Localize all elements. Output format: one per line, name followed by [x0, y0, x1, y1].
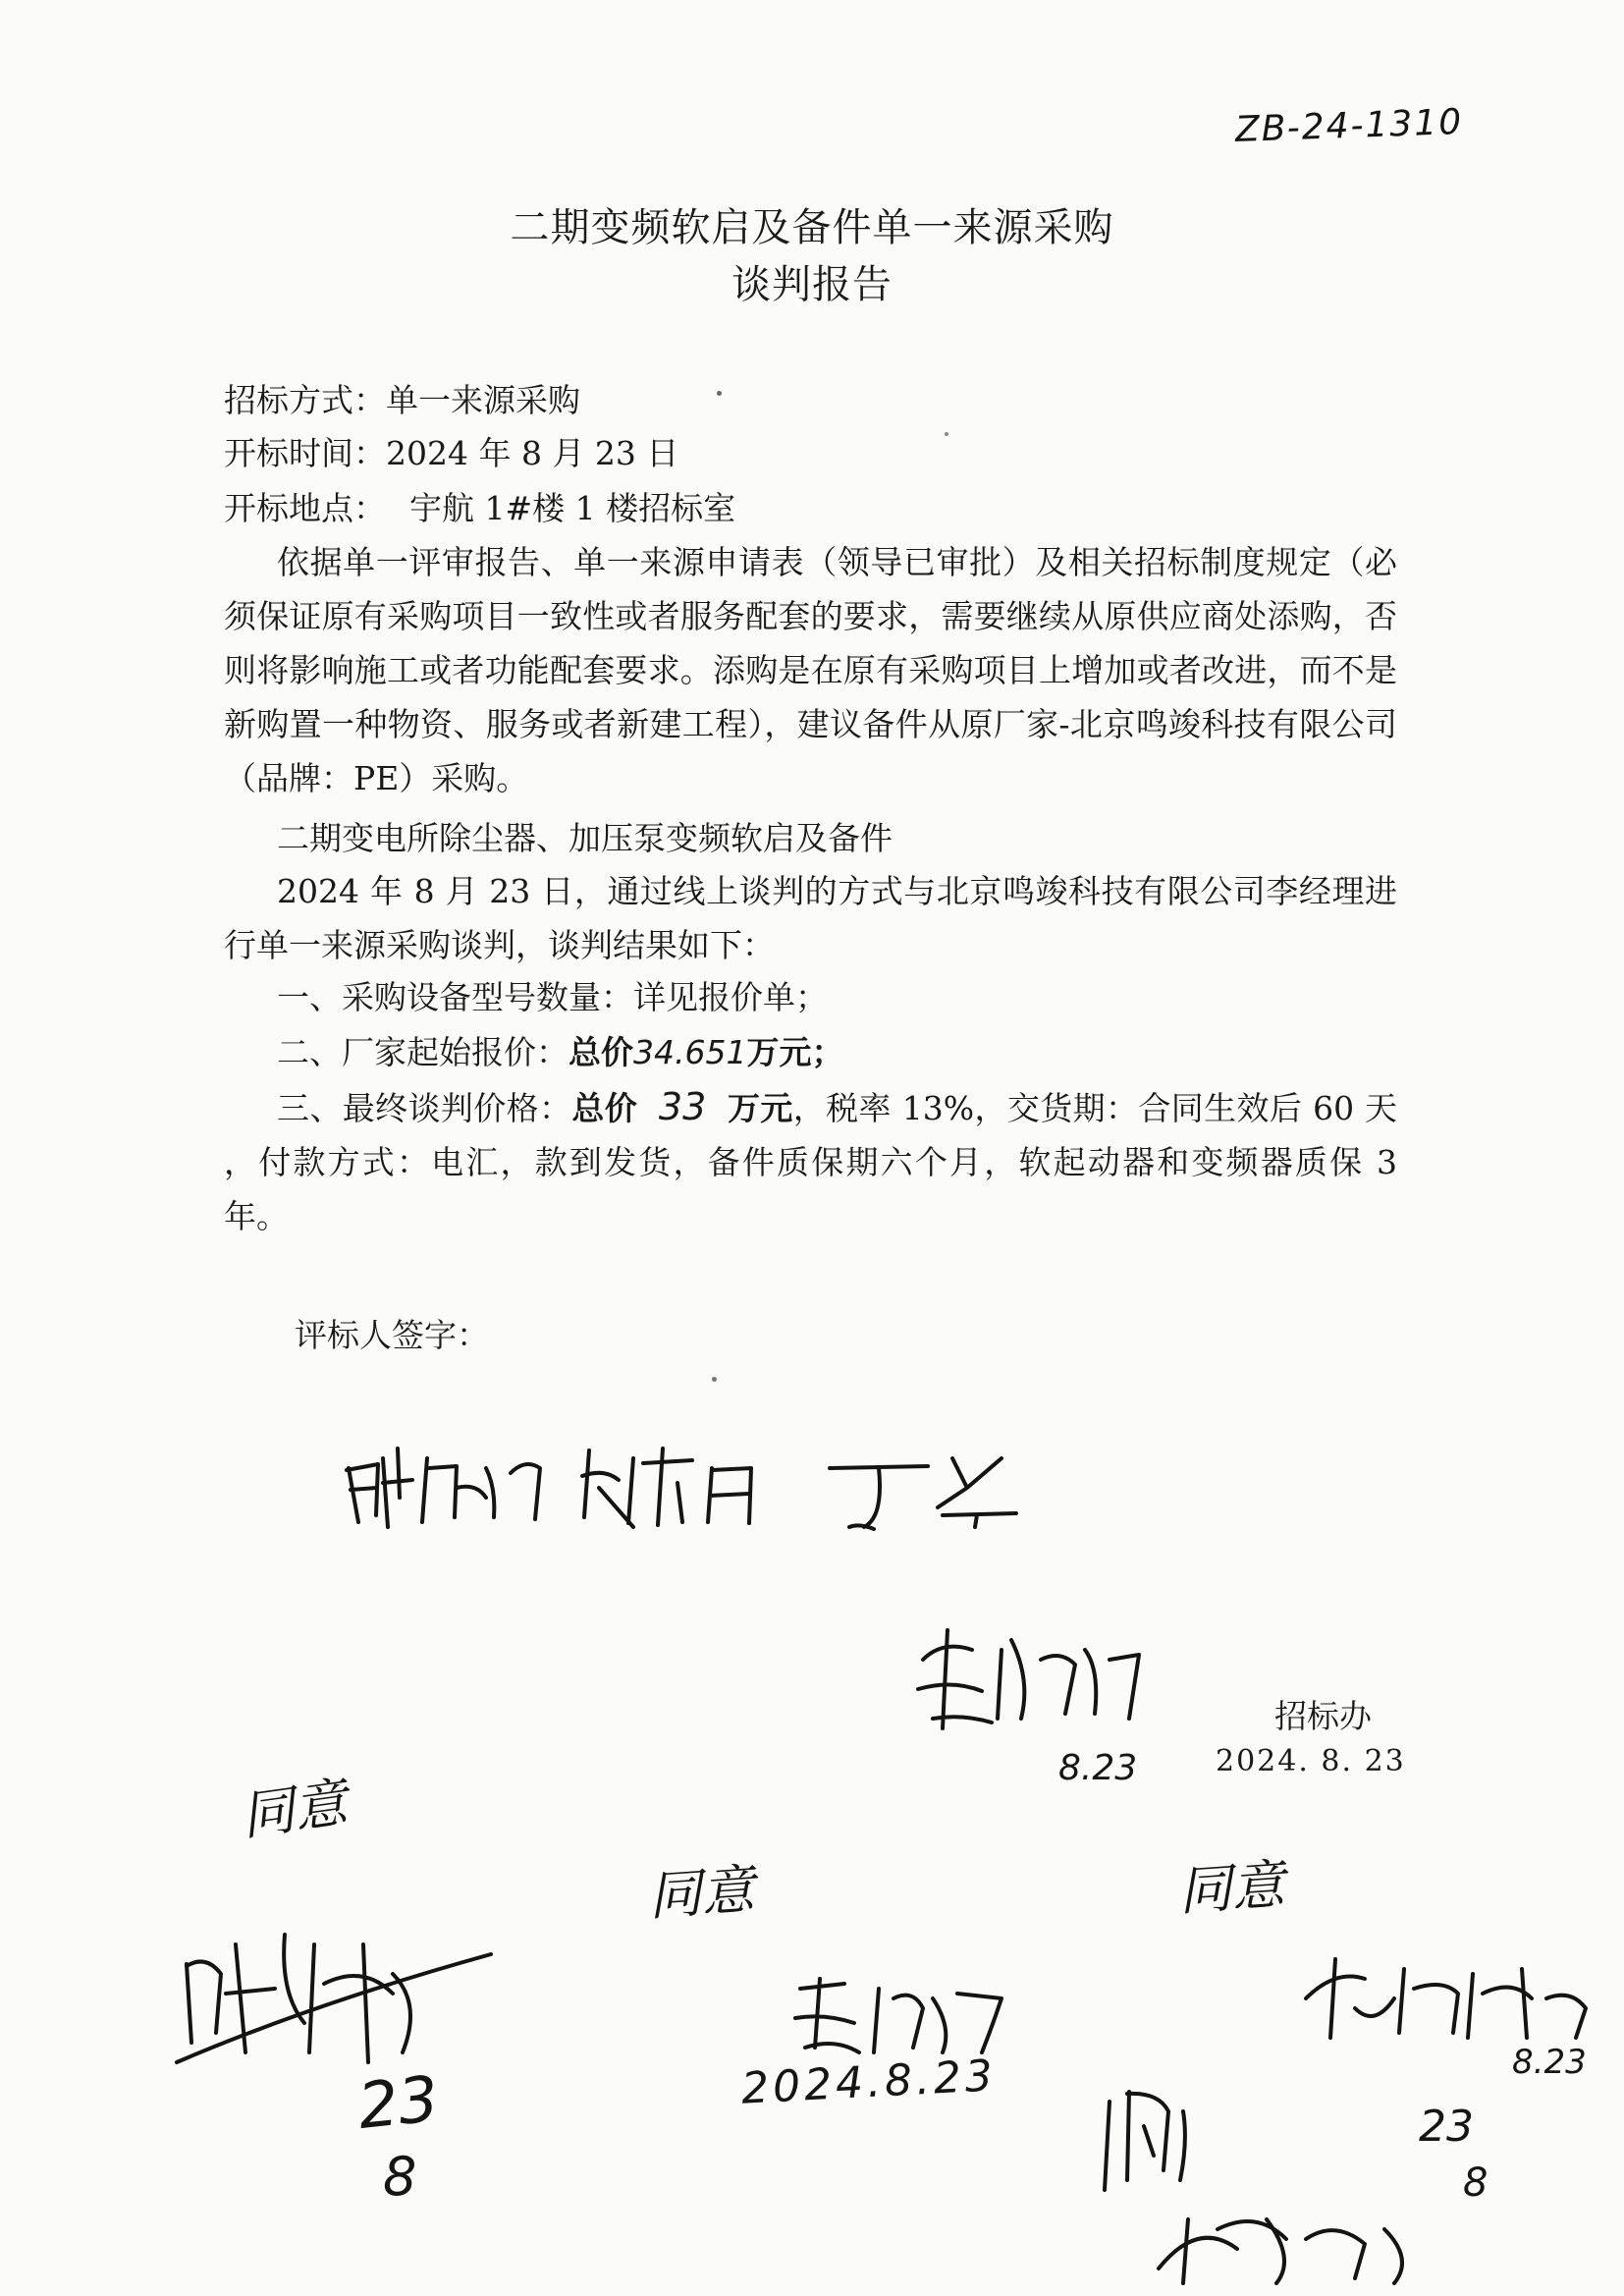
result-item-2: [277, 1027, 843, 1073]
signature-right: [1296, 1940, 1600, 2048]
office-date: 2024. 8. 23: [1216, 1744, 1406, 1778]
field-method-value: 单一来源采购: [386, 381, 580, 419]
agree-note-left: 同意: [237, 1771, 352, 1848]
field-place: [224, 483, 735, 529]
result-item-3-value: 33: [658, 1085, 707, 1128]
result-item-3-rest: ，税率 13%，交货期：合同生效后 60 天 ，付款方式：电汇，款到发货，备件质保期六个月，软起动器和变频器质保 3 年。: [224, 1089, 1398, 1235]
note-date-mid: 8.23: [1058, 1748, 1138, 1788]
negotiation-paragraph: 2024 年 8 月 23 日，通过线上谈判的方式与北京鸣竣科技有限公司李经理进行单一来源采购谈判，谈判结果如下：: [224, 872, 1397, 964]
date-note-left: 23: [354, 2062, 443, 2145]
result-item-1: 一、采购设备型号数量：详见报价单；: [277, 978, 828, 1016]
project-line: 二期变电所除尘器、加压泵变频软启及备件: [277, 819, 893, 857]
document-number: ZB-24-1310: [1234, 101, 1464, 151]
evaluator-signature-label: 评标人签字：: [295, 1316, 489, 1354]
result-item-3-label: 三、最终谈判价格：: [277, 1089, 572, 1127]
document-subtitle: 谈判报告: [731, 262, 893, 307]
result-item-2-value: 34.651: [633, 1033, 747, 1071]
agree-note-right: 同意: [1176, 1853, 1287, 1923]
field-method: [224, 375, 580, 421]
result-item-2-suffix: 万元；: [746, 1033, 844, 1071]
evaluator-signatures: [339, 1429, 1046, 1537]
scan-speck: [712, 1377, 717, 1382]
date-note-mid: 2024.8.23: [739, 2050, 999, 2114]
field-time: [224, 428, 678, 474]
signature-top-right: [903, 1620, 1159, 1738]
signature-left: [167, 1905, 501, 2102]
scan-speck: [945, 432, 948, 436]
result-item-3-prefix: 总价: [571, 1089, 638, 1127]
agree-note-mid: 同意: [646, 1858, 757, 1928]
field-place-label: 开标地点：: [224, 489, 386, 527]
scan-speck: [717, 391, 722, 396]
field-time-label: 开标时间：: [224, 434, 386, 472]
field-time-value: 2024 年 8 月 23 日: [386, 434, 679, 472]
basis-paragraph: 依据单一评审报告、单一来源申请表（领导已审批）及相关招标制度规定（必须保证原有采购项目一致性或者服务配套的要求，需要继续从原供应商处添购，否则将影响施工或者功能配套要求。添购是在原有采购项目上增加或者改进，而不是新购置一种物资、服务或者新建工程），建议备件从原厂家-北京鸣竣科技有限公司（品牌：PE）采购。: [224, 543, 1397, 797]
signature-mid: [785, 1969, 1011, 2057]
date-note-bottom: 23: [1419, 2102, 1474, 2152]
result-item-3-suffix: 万元: [728, 1089, 793, 1127]
result-item-2-prefix: 总价: [568, 1033, 633, 1071]
mark-note-left: 8: [383, 2146, 417, 2208]
field-place-value: 宇航 1#楼 1 楼招标室: [409, 489, 736, 527]
date-note-right: 8.23: [1512, 2043, 1587, 2082]
mark-note-bottom: 8: [1463, 2160, 1489, 2206]
office-label: 招标办: [1274, 1697, 1372, 1735]
document-title: 二期变频软启及备件单一来源采购: [510, 205, 1114, 250]
result-item-3: [224, 1080, 1397, 1243]
field-method-label: 招标方式：: [224, 381, 386, 419]
result-item-2-label: 二、厂家起始报价：: [277, 1033, 568, 1071]
